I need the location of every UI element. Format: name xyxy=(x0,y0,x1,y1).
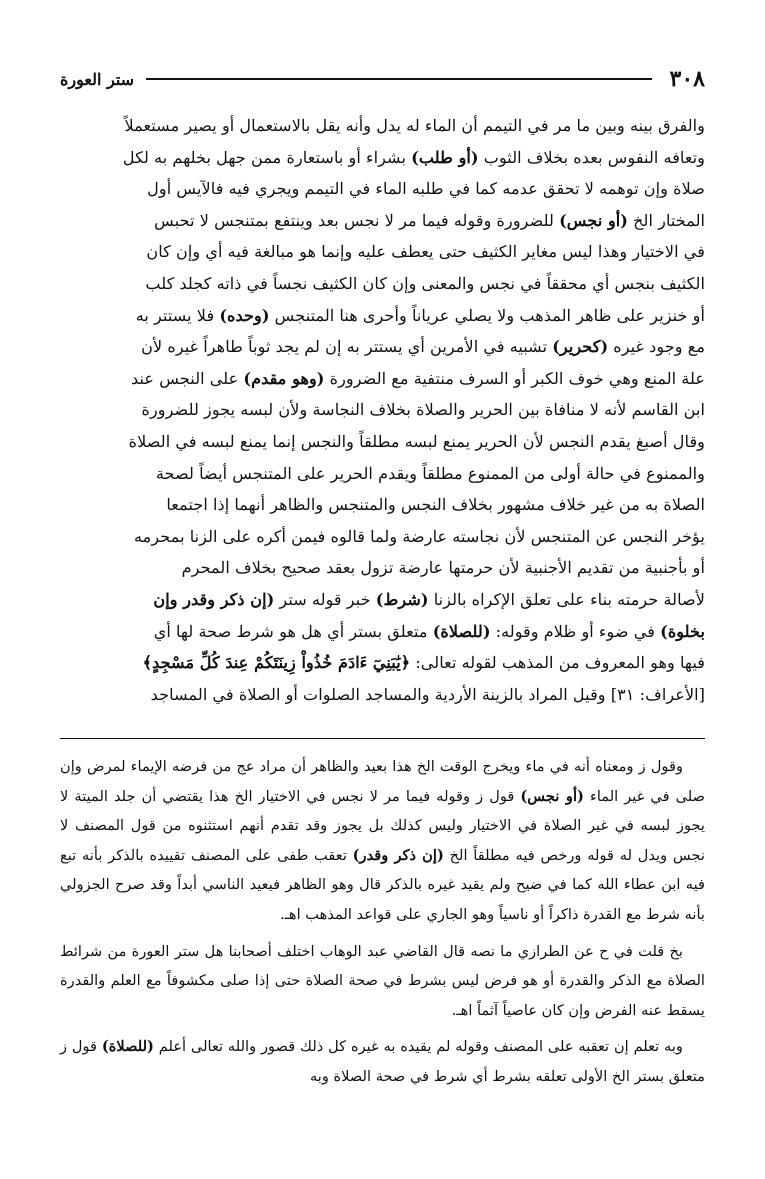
text-line xyxy=(60,110,705,142)
bold-term: بخلوة) xyxy=(660,621,705,641)
text-run: يؤخر النجس عن المتنجس لأن نجاسته عارضة ولما قالوه فيمن أكره على الزنا بمحرمه xyxy=(134,526,705,546)
text-run: لأصالة حرمته بناء على تعلق الإكراه بالزنا xyxy=(428,589,705,609)
text-run: صلاة وإن توهمه لا تحقق عدمه كما في طلبه الماء في التيمم ويجري فيه فالآيس أول xyxy=(147,179,705,199)
bold-term: (للصلاة) xyxy=(101,1038,154,1056)
text-run: قول ز وقوله فيما مر لا نجس في الاختيار الخ هذا يقتضي أن جلد الميتة لا يجوز لبسه في غير الصلاة في الاختيار وليس كذلك بل يجوز وقد تقدم أنهم استثنوه من قول المصنف لا نجس ويدل له قوله ورخص فيه مطلقاً الخ xyxy=(60,787,705,864)
bold-term: (وحده) xyxy=(219,305,270,325)
bold-term: ﴿يَٰبَنِيٓ ءَادَمَ خُذُواْ زِينَتَكُمْ عِندَ كُلِّ مَسْجِدٍ﴾ xyxy=(142,653,411,673)
text-run: وتعافه النفوس بعده بخلاف الثوب xyxy=(478,147,705,167)
bold-term: (إن ذكر وقدر وإن xyxy=(153,589,275,609)
text-run: الكثيف بنجس أي محققاً في نجس والمعنى وإن كان الكثيف نجساً في ذاته كجلد كلب xyxy=(145,273,705,293)
footnote-paragraph xyxy=(60,752,705,930)
text-line xyxy=(60,331,705,363)
bold-term: (وهو مقدم) xyxy=(243,368,325,388)
text-run: تشبيه في الأمرين أي يستتر به إن لم يجد ثوباً طاهراً غيره لأن xyxy=(141,337,553,357)
running-header xyxy=(60,62,705,96)
running-title: ستر العورة xyxy=(60,69,135,89)
header-rule xyxy=(146,78,652,80)
text-run: قول ز متعلق بستر الخ الأولى تعلقه بشرط أي شرط في صحة الصلاة وبه xyxy=(60,1038,705,1085)
text-line xyxy=(60,521,705,553)
text-run: علة المنع وهي خوف الكبر أو السرف منتفية مع الضرورة xyxy=(324,368,705,388)
text-run: الصلاة به من غير خلاف مشهور بخلاف النجس والمتنجس والظاهر أنهما إذا اجتمعا xyxy=(166,495,705,515)
text-line xyxy=(60,584,705,616)
text-run: فلا يستتر به xyxy=(135,305,220,325)
text-line xyxy=(60,489,705,521)
text-line xyxy=(60,679,705,711)
text-run: أو خنزير على ظاهر المذهب ولا يصلي عرياناً وأحرى هنا المتنجس xyxy=(269,305,705,325)
bold-term: (إن ذكر وقدر) xyxy=(352,846,444,864)
footnote-paragraph xyxy=(60,1032,705,1091)
text-run: في ضوء أو ظلام وقوله: xyxy=(490,621,661,641)
text-line xyxy=(60,300,705,332)
text-run: وقال أصبغ يقدم النجس لأن الحرير يمنع لبسه مطلقاً والنجس إنما يمنع لبسه في الصلاة xyxy=(128,431,705,451)
text-run: بخ قلت في ح عن الطرازي ما نصه قال القاضي عبد الوهاب اختلف أصحابنا هل ستر العورة من شرائط الصلاة مع الذكر والقدرة أو هو فرض ليس بشرط في صحة الصلاة حتى إذا صلى مكشوفاً مع العلم والقدرة يسقط عنه الفرض وإن كان عاصياً آثماً اهـ. xyxy=(60,942,705,1019)
text-run: مع وجود غيره xyxy=(608,337,705,357)
text-line xyxy=(60,552,705,584)
text-run: خبر قوله ستر xyxy=(274,589,376,609)
bold-term: (كحرير) xyxy=(552,337,609,357)
text-line xyxy=(60,173,705,205)
text-run: فيها وهو المعروف من المذهب لقوله تعالى: xyxy=(410,653,705,673)
text-line xyxy=(60,458,705,490)
text-run: ابن القاسم لأنه لا منافاة بين الحرير والصلاة بخلاف النجاسة ولأن لبسه يجوز للضرورة xyxy=(141,400,705,420)
bold-term: (شرط) xyxy=(375,589,429,609)
footnote-paragraph xyxy=(60,937,705,1026)
footnotes xyxy=(60,752,705,1099)
text-run: على النجس عند xyxy=(131,368,244,388)
text-run: متعلق بستر أي هل هو شرط صحة لها أي xyxy=(153,621,433,641)
text-run: والممنوع في حالة أولى من الممنوع مطلقاً ويقدم الحرير على المتنجس أيضاً لصحة xyxy=(155,463,705,483)
text-run: أو بأجنبية من تقديم الأجنبية لأن حرمتها عارضة تزول بعقد صحيح بخلاف المحرم xyxy=(181,558,705,578)
text-line xyxy=(60,205,705,237)
footnote-separator xyxy=(60,738,705,739)
text-line xyxy=(60,616,705,648)
text-line xyxy=(60,426,705,458)
text-line xyxy=(60,268,705,300)
text-run: وبه تعلم إن تعقبه على المصنف وقوله لم يقيده به غيره كل ذلك قصور والله تعالى أعلم xyxy=(153,1038,683,1056)
text-run: والفرق بينه وبين ما مر في التيمم أن الماء له يدل وأنه يقل بالاستعمال أو يصير مستعملاً xyxy=(124,116,705,135)
text-line xyxy=(60,647,705,679)
text-run: وقول ز ومعناه أنه في ماء ويخرج الوقت الخ هذا بعيد والظاهر أن مراد عج من فرضه الإيماء لمرض وإن صلى في غير الماء xyxy=(60,758,705,805)
text-run: المختار الخ xyxy=(627,210,705,230)
bold-term: (أو نجس) xyxy=(559,210,628,230)
bold-term: (للصلاة) xyxy=(432,621,491,641)
text-run: في الاختيار وهذا ليس مغاير الكثيف حتى يعطف عليه وإنما هو مبالغة فيه أي وإن كان xyxy=(146,242,705,262)
bold-term: (أو نجس) xyxy=(520,787,584,805)
text-run: للضرورة وقوله فيما مر لا نجس بعد وينتفع بمتنجس لا تحبس xyxy=(154,210,560,230)
bold-term: (أو طلب) xyxy=(411,147,479,167)
text-line xyxy=(60,142,705,174)
text-line xyxy=(60,236,705,268)
text-line xyxy=(60,363,705,395)
text-run: تعقب طفى على المصنف تقييده بالذكر بأنه تبع فيه ابن عطاء الله كما في ضيح ولم يقيد غيره بالذكر قال وهو الظاهر فيعيد الناسي أبداً وقد صرح الجزولي بأنه شرط مع القدرة ذاكراً أو ناسياً وهو الجاري على قواعد المذهب اهـ. xyxy=(60,846,705,923)
text-run: [الأعراف: ٣١] وقيل المراد بالزينة الأردية والمساجد الصلوات أو الصلاة في المساجد xyxy=(150,684,705,704)
page-number: ٣٠٨ xyxy=(669,66,705,92)
text-line xyxy=(60,394,705,426)
text-run: بشراء أو باستعارة ممن جهل بخلهم به لكل xyxy=(122,147,412,167)
main-text xyxy=(60,110,705,710)
